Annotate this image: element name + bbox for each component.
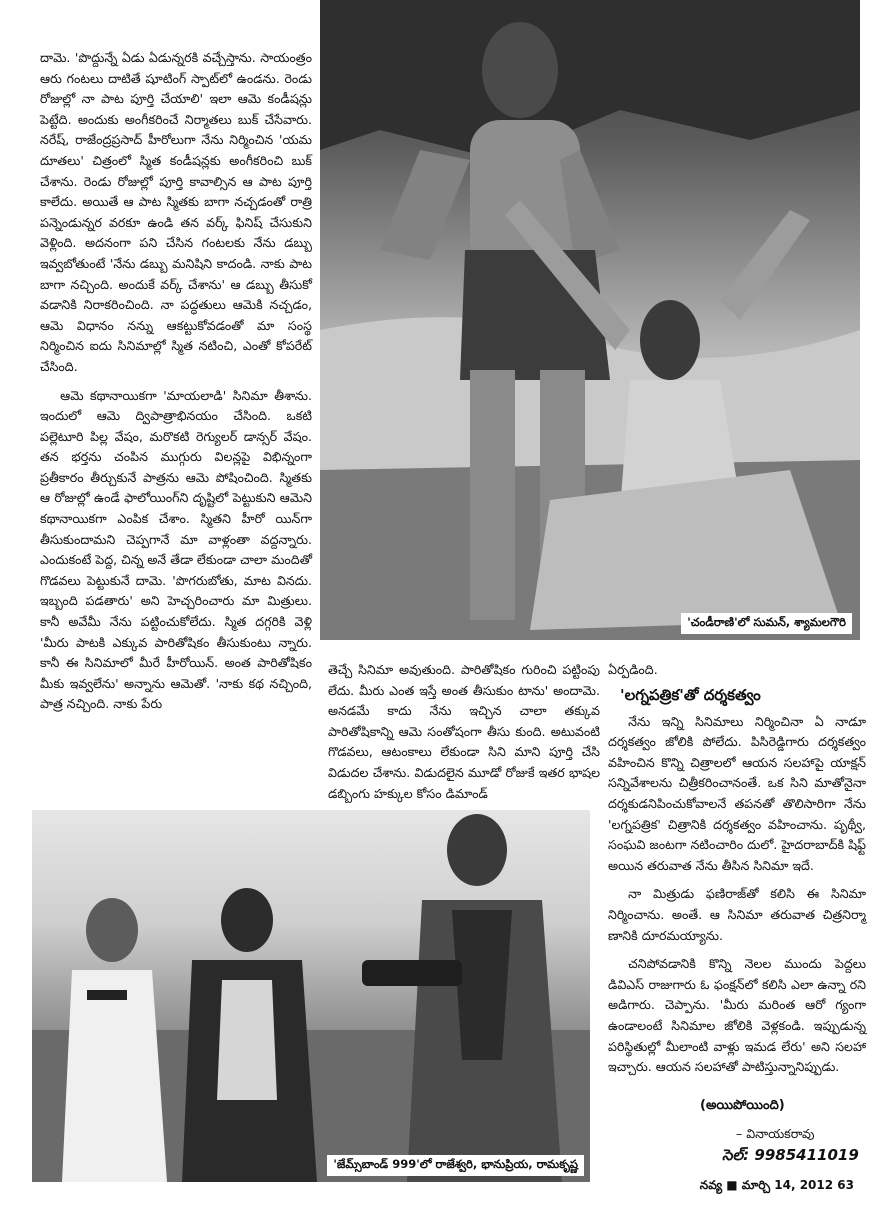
publication-date: నవ్య ■ మార్చి 14, 2012 — [699, 1178, 834, 1192]
photo-chandirani-illustration — [320, 0, 860, 640]
article-column-1 — [40, 48, 312, 715]
photo-caption: 'చండీరాణి'లో సుమన్, శ్యామలగౌరి — [681, 613, 852, 634]
section-subheading: 'లగ్నపత్రిక'తో దర్శకత్వం — [620, 685, 761, 704]
photo-jamesbond999-illustration — [32, 810, 590, 1182]
photo-chandirani — [320, 0, 860, 640]
page-footer — [700, 1178, 854, 1195]
author-phone: సెల్: 9985411019 — [722, 1146, 859, 1164]
article-paragraph: నా మిత్రుడు ఫణిరాజ్‌తో కలిసి ఈ సినిమా నిర్మించాను. అంతే. ఆ సినిమా తరువాత చిత్రనిర్మా ణానికి దూరమయ్యాను. — [608, 886, 866, 943]
article-paragraph: దామె. 'పొద్దున్నే ఏడు ఏడున్నరకి వచ్చేస్తాను. సాయంత్రం ఆరు గంటలు దాటితే షూటింగ్ స్పాట్‌లో ఉండను. రెండు రోజుల్లో నా పాట పూర్తి చేయాలి' ఇలా ఆమె కండీషన్లు పెట్టేది. అందుకు అంగీకరించే నిర్మాతలు బుక్ చేసేవారు. నరేష్, రాజేంద్రప్రసాద్ హీరోలుగా నేను నిర్మించిన 'యమ దూతలు' చిత్రంలో స్మిత కండీషన్లకు అంగీకరించి బుక్ చేశాను. రెండు రోజుల్లో పూర్తి కావాల్సిన ఆ పాట పూర్తి కాలేదు. అయితే ఆ పాట స్మితకు బాగా నచ్చడంతో రాత్రి పన్నెండున్నర వరకూ ఉండి తన వర్క్ ఫినిష్ చేసుకుని వెళ్లింది. అదనంగా పని చేసిన గంటలకు నేను డబ్బు ఇవ్వబోతుంటే 'నేను డబ్బు మనిషిని కాదండి. నాకు పాట బాగా నచ్చింది. అందుకే వర్క్ చేశాను' ఆ డబ్బు తీసుకో వడానికి నిరాకరించింది. నా పద్ధతులు ఆమెకి నచ్చడం, ఆమె విధానం నన్ను ఆకట్టుకోవడంతో మా సంస్థ నిర్మించిన ఐదు సినిమాల్లో స్మిత నటించి, ఎంతో కోపరేట్ చేసింది. — [40, 50, 312, 374]
article-paragraph: ఆమె కథానాయికగా 'మాయలాడి' సినిమా తీశాను. ఇందులో ఆమె ద్విపాత్రాభినయం చేసింది. ఒకటి పల్లెటూరి పిల్ల వేషం, మరొకటి రెగ్యులర్ డాన్సర్ వేషం. తన భర్తను చంపిన ముగ్గురు విలన్లపై విభిన్నంగా ప్రతీకారం తీర్చుకునే పాత్రను ఆమె పోషించింది. స్మితకు ఆ రోజుల్లో ఉండే ఫాలోయింగ్‌ని దృష్టిలో పెట్టుకుని ఆమెని కథానాయికగా ఎంపిక చేశాం. స్మితని హీరో యిన్‌గా తీసుకుందామని చెప్పగానే మా వాళ్లంతా వద్దన్నారు. ఎందుకంటే పెద్ద, చిన్న అనే తేడా లేకుండా చాలా మందితో గొడవలు పెట్టుకునే దామె. 'పొగరుబోతు, మాట వినదు. ఇబ్బంది పడతారు' అని హెచ్చరించారు మా మిత్రులు. కానీ అవేమీ నేను పట్టించుకోలేదు. స్మిత దగ్గరికి వెళ్లి 'మీరు పాటకి ఎక్కువ పారితోషికం తీసుకుంటు న్నారు. కానీ ఈ సినిమాలో మీరే హీరోయిన్. అంత పారితోషికం మీకు ఇవ్వలేను' అన్నాను ఆమెతో. 'నాకు కథ నచ్చింది, పాత్ర నచ్చింది. నాకు పేరు — [40, 387, 312, 712]
author-name: – వినాయకరావు — [736, 1126, 815, 1141]
photo-caption: 'జేమ్స్‌బాండ్ 999'లో రాజేశ్వరి, భానుప్రియ, రామకృష్ణ — [327, 1155, 584, 1176]
photo-jamesbond999 — [32, 810, 590, 1182]
page-number: 63 — [837, 1178, 854, 1192]
article-paragraph: చనిపోవడానికి కొన్ని నెలల ముందు పెద్దలు డివిఎస్ రాజుగారు ఓ ఫంక్షన్‌లో కలిసి ఎలా ఉన్నా రని అడిగారు. చెప్పాను. 'మీరు మరింత ఆరో గ్యంగా ఉండాలంటే సినిమాల జోలికి వెళ్లకండి. ఇప్పుడున్న పరిస్థితుల్లో మీలాంటి వాళ్లు ఇమడ లేరు' అని సలహా ఇచ్చారు. ఆయన సలహాతో పాటిస్తున్నానిప్పుడు. — [608, 956, 866, 1075]
article-ending: (అయిపోయింది) — [700, 1098, 785, 1113]
article-paragraph-lead: ఏర్పడింది. — [608, 662, 658, 677]
article-paragraph: నేను ఇన్ని సినిమాలు నిర్మించినా ఏ నాడూ దర్శకత్వం జోలికి పోలేదు. పిసిరెడ్డిగారు దర్శకత్వం వహించిన కొన్ని చిత్రాలలో ఆయన సలహాపై యాక్షన్ సన్నివేశాలను చిత్రీకరించానంతే. ఒక సిని మాతోనైనా దర్శకుడనిపించుకోవాలనే తపనతో తొలిసారిగా నేను 'లగ్నపత్రిక' చిత్రానికి దర్శకత్వం వహించాను. పృథ్వీ, సంఘవి జంటగా నటించారిం దులో. హైదరాబాద్‌కి షిఫ్ట్ అయిన తరువాత నేను తీసిన సినిమా ఇదే. — [608, 713, 866, 873]
article-paragraph: తెచ్చే సినిమా అవుతుంది. పారితోషికం గురించి పట్టింపు లేదు. మీరు ఎంత ఇస్తే అంత తీసుకుం టాను' అందామె. అనడమే కాదు నేను ఇచ్చిన చాలా తక్కువ పారితోషికాన్ని ఆమె సంతోషంగా తీసు కుంది. అటువంటి గొడవలు, ఆటంకాలు లేకుండా సిని మాని పూర్తి చేసి విడుదల చేశాను. విడుదలైన మూడో రోజుకే ఇతర భాషల డబ్బింగు హక్కుల కోసం డిమాండ్ — [328, 662, 600, 801]
article-column-3 — [608, 660, 866, 1078]
article-column-2 — [328, 660, 600, 804]
